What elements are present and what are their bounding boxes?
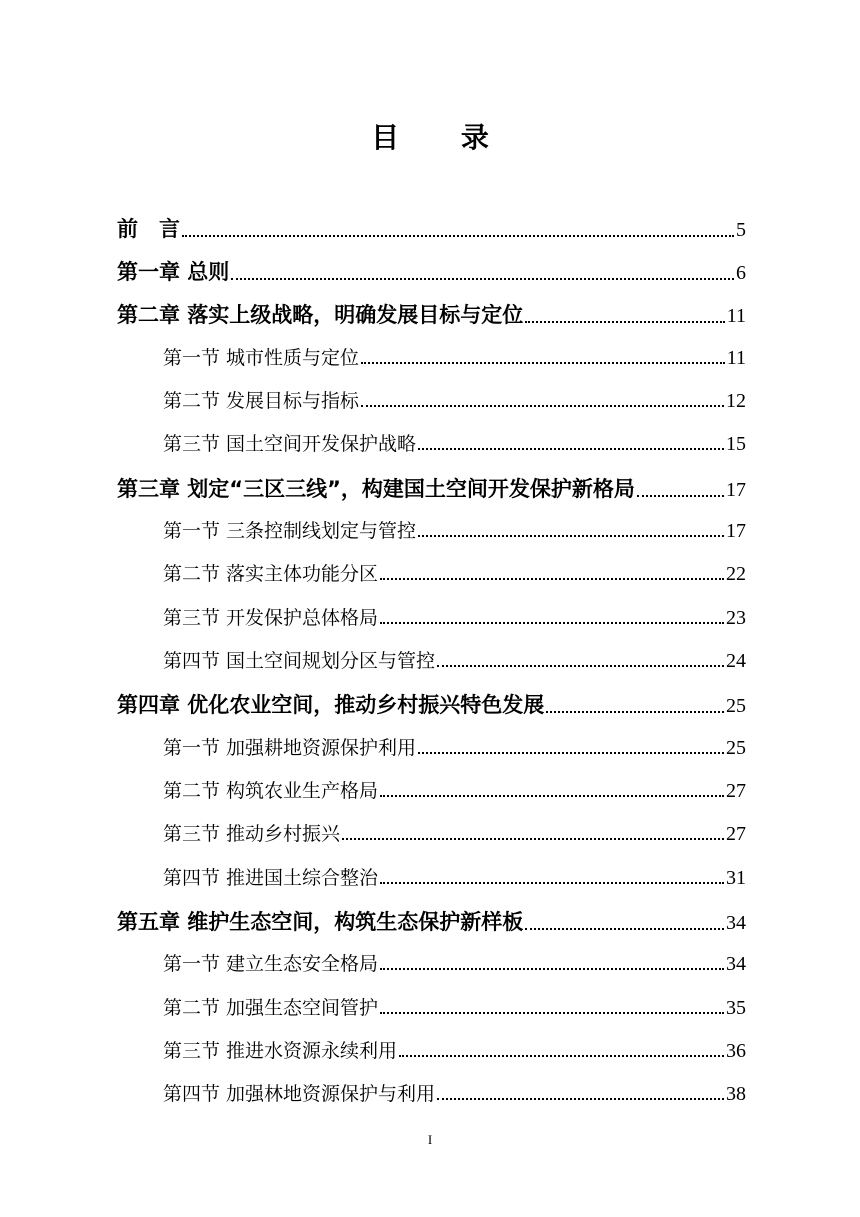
dot-leader <box>637 495 724 497</box>
toc-entry[interactable] <box>163 646 746 673</box>
toc-entry[interactable] <box>117 213 746 243</box>
toc-entry[interactable] <box>163 993 746 1020</box>
toc-entry-page: 6 <box>736 262 746 284</box>
toc-entry-label: 第五章 维护生态空间，构筑生态保护新样板 <box>117 910 524 934</box>
dot-leader <box>525 928 724 930</box>
toc-entry-page: 34 <box>726 912 746 934</box>
toc-entry-page: 23 <box>726 607 746 629</box>
dot-leader <box>546 711 724 713</box>
toc-entry[interactable] <box>163 429 746 456</box>
toc-entry[interactable] <box>163 559 746 586</box>
dot-leader <box>418 448 724 450</box>
toc-entry-label: 第四节 国土空间规划分区与管控 <box>163 650 436 672</box>
toc-entry-page: 12 <box>726 390 746 412</box>
toc-entry[interactable] <box>163 1079 746 1106</box>
toc-entry[interactable] <box>163 819 746 846</box>
toc-entry-label: 第二节 构筑农业生产格局 <box>163 780 379 802</box>
toc-entry-page: 15 <box>726 433 746 455</box>
toc-entry-page: 5 <box>736 219 746 241</box>
toc-entry-label: 第三节 推动乡村振兴 <box>163 823 341 845</box>
toc-entry[interactable] <box>117 689 746 719</box>
toc-entry-label: 第四章 优化农业空间，推动乡村振兴特色发展 <box>117 693 545 717</box>
toc-entry-page: 36 <box>726 1040 746 1062</box>
page-number-footer: I <box>427 1132 433 1147</box>
toc-entry-page: 17 <box>726 479 746 501</box>
toc-entry-label: 第三章 划定“三区三线”，构建国土空间开发保护新格局 <box>117 477 635 501</box>
dot-leader <box>437 1098 724 1100</box>
toc-entry-page: 27 <box>726 823 746 845</box>
toc-entry-label: 第一章 总则 <box>117 260 230 284</box>
toc-entry-label: 第四节 推进国土综合整治 <box>163 867 379 889</box>
toc-entry[interactable] <box>163 516 746 543</box>
toc-entry-page: 25 <box>726 695 746 717</box>
dot-leader <box>418 535 724 537</box>
dot-leader <box>418 752 724 754</box>
toc-entry-label: 第二节 落实主体功能分区 <box>163 563 379 585</box>
toc-entry-page: 38 <box>726 1083 746 1105</box>
toc-entry[interactable] <box>163 733 746 760</box>
toc-entry-label: 第二节 加强生态空间管护 <box>163 997 379 1019</box>
toc-entry-label: 第二章 落实上级战略，明确发展目标与定位 <box>117 303 524 327</box>
toc-entry[interactable] <box>163 386 746 413</box>
toc-entry-page: 35 <box>726 997 746 1019</box>
dot-leader <box>380 1012 724 1014</box>
toc-entry-page: 24 <box>726 650 746 672</box>
toc-entry-page: 17 <box>726 520 746 542</box>
toc-entry[interactable] <box>163 603 746 630</box>
toc-entry-label: 第一节 建立生态安全格局 <box>163 953 379 975</box>
toc-entry[interactable] <box>163 776 746 803</box>
toc-entry-page: 34 <box>726 953 746 975</box>
toc-entry-label: 第二节 发展目标与指标 <box>163 390 360 412</box>
dot-leader <box>380 622 724 624</box>
toc-entry-label: 第三节 国土空间开发保护战略 <box>163 433 417 455</box>
toc-entry-label: 第一节 加强耕地资源保护利用 <box>163 737 417 759</box>
toc-entry-label: 第三节 推进水资源永续利用 <box>163 1040 398 1062</box>
dot-leader <box>380 795 724 797</box>
toc-entry-page: 11 <box>726 347 746 369</box>
toc-entry[interactable] <box>117 473 746 503</box>
dot-leader <box>380 882 724 884</box>
toc-entry[interactable] <box>117 256 746 286</box>
toc-entry-label: 第一节 城市性质与定位 <box>163 347 360 369</box>
toc-entry[interactable] <box>117 906 746 936</box>
toc-entry[interactable] <box>163 949 746 976</box>
toc-entry-page: 25 <box>726 737 746 759</box>
dot-leader <box>525 321 724 323</box>
dot-leader <box>342 838 724 840</box>
dot-leader <box>399 1055 724 1057</box>
toc-entry-label: 第三节 开发保护总体格局 <box>163 607 379 629</box>
toc-entry[interactable] <box>163 863 746 890</box>
toc-entry-label: 第一节 三条控制线划定与管控 <box>163 520 417 542</box>
toc-entry-label: 前 言 <box>117 217 180 241</box>
toc-entry-page: 27 <box>726 780 746 802</box>
toc-entry-page: 22 <box>726 563 746 585</box>
toc-entry[interactable] <box>163 343 746 370</box>
dot-leader <box>361 362 725 364</box>
toc-entry-page: 31 <box>726 867 746 889</box>
toc-entry-label: 第四节 加强林地资源保护与利用 <box>163 1083 436 1105</box>
dot-leader <box>380 968 724 970</box>
dot-leader <box>437 665 724 667</box>
dot-leader <box>361 405 724 407</box>
dot-leader <box>380 578 724 580</box>
dot-leader <box>182 235 734 237</box>
toc-entry[interactable] <box>163 1036 746 1063</box>
dot-leader <box>231 278 734 280</box>
page-title: 目 录 <box>371 121 515 154</box>
toc-entry-page: 11 <box>726 305 746 327</box>
toc-entry[interactable] <box>117 299 746 329</box>
